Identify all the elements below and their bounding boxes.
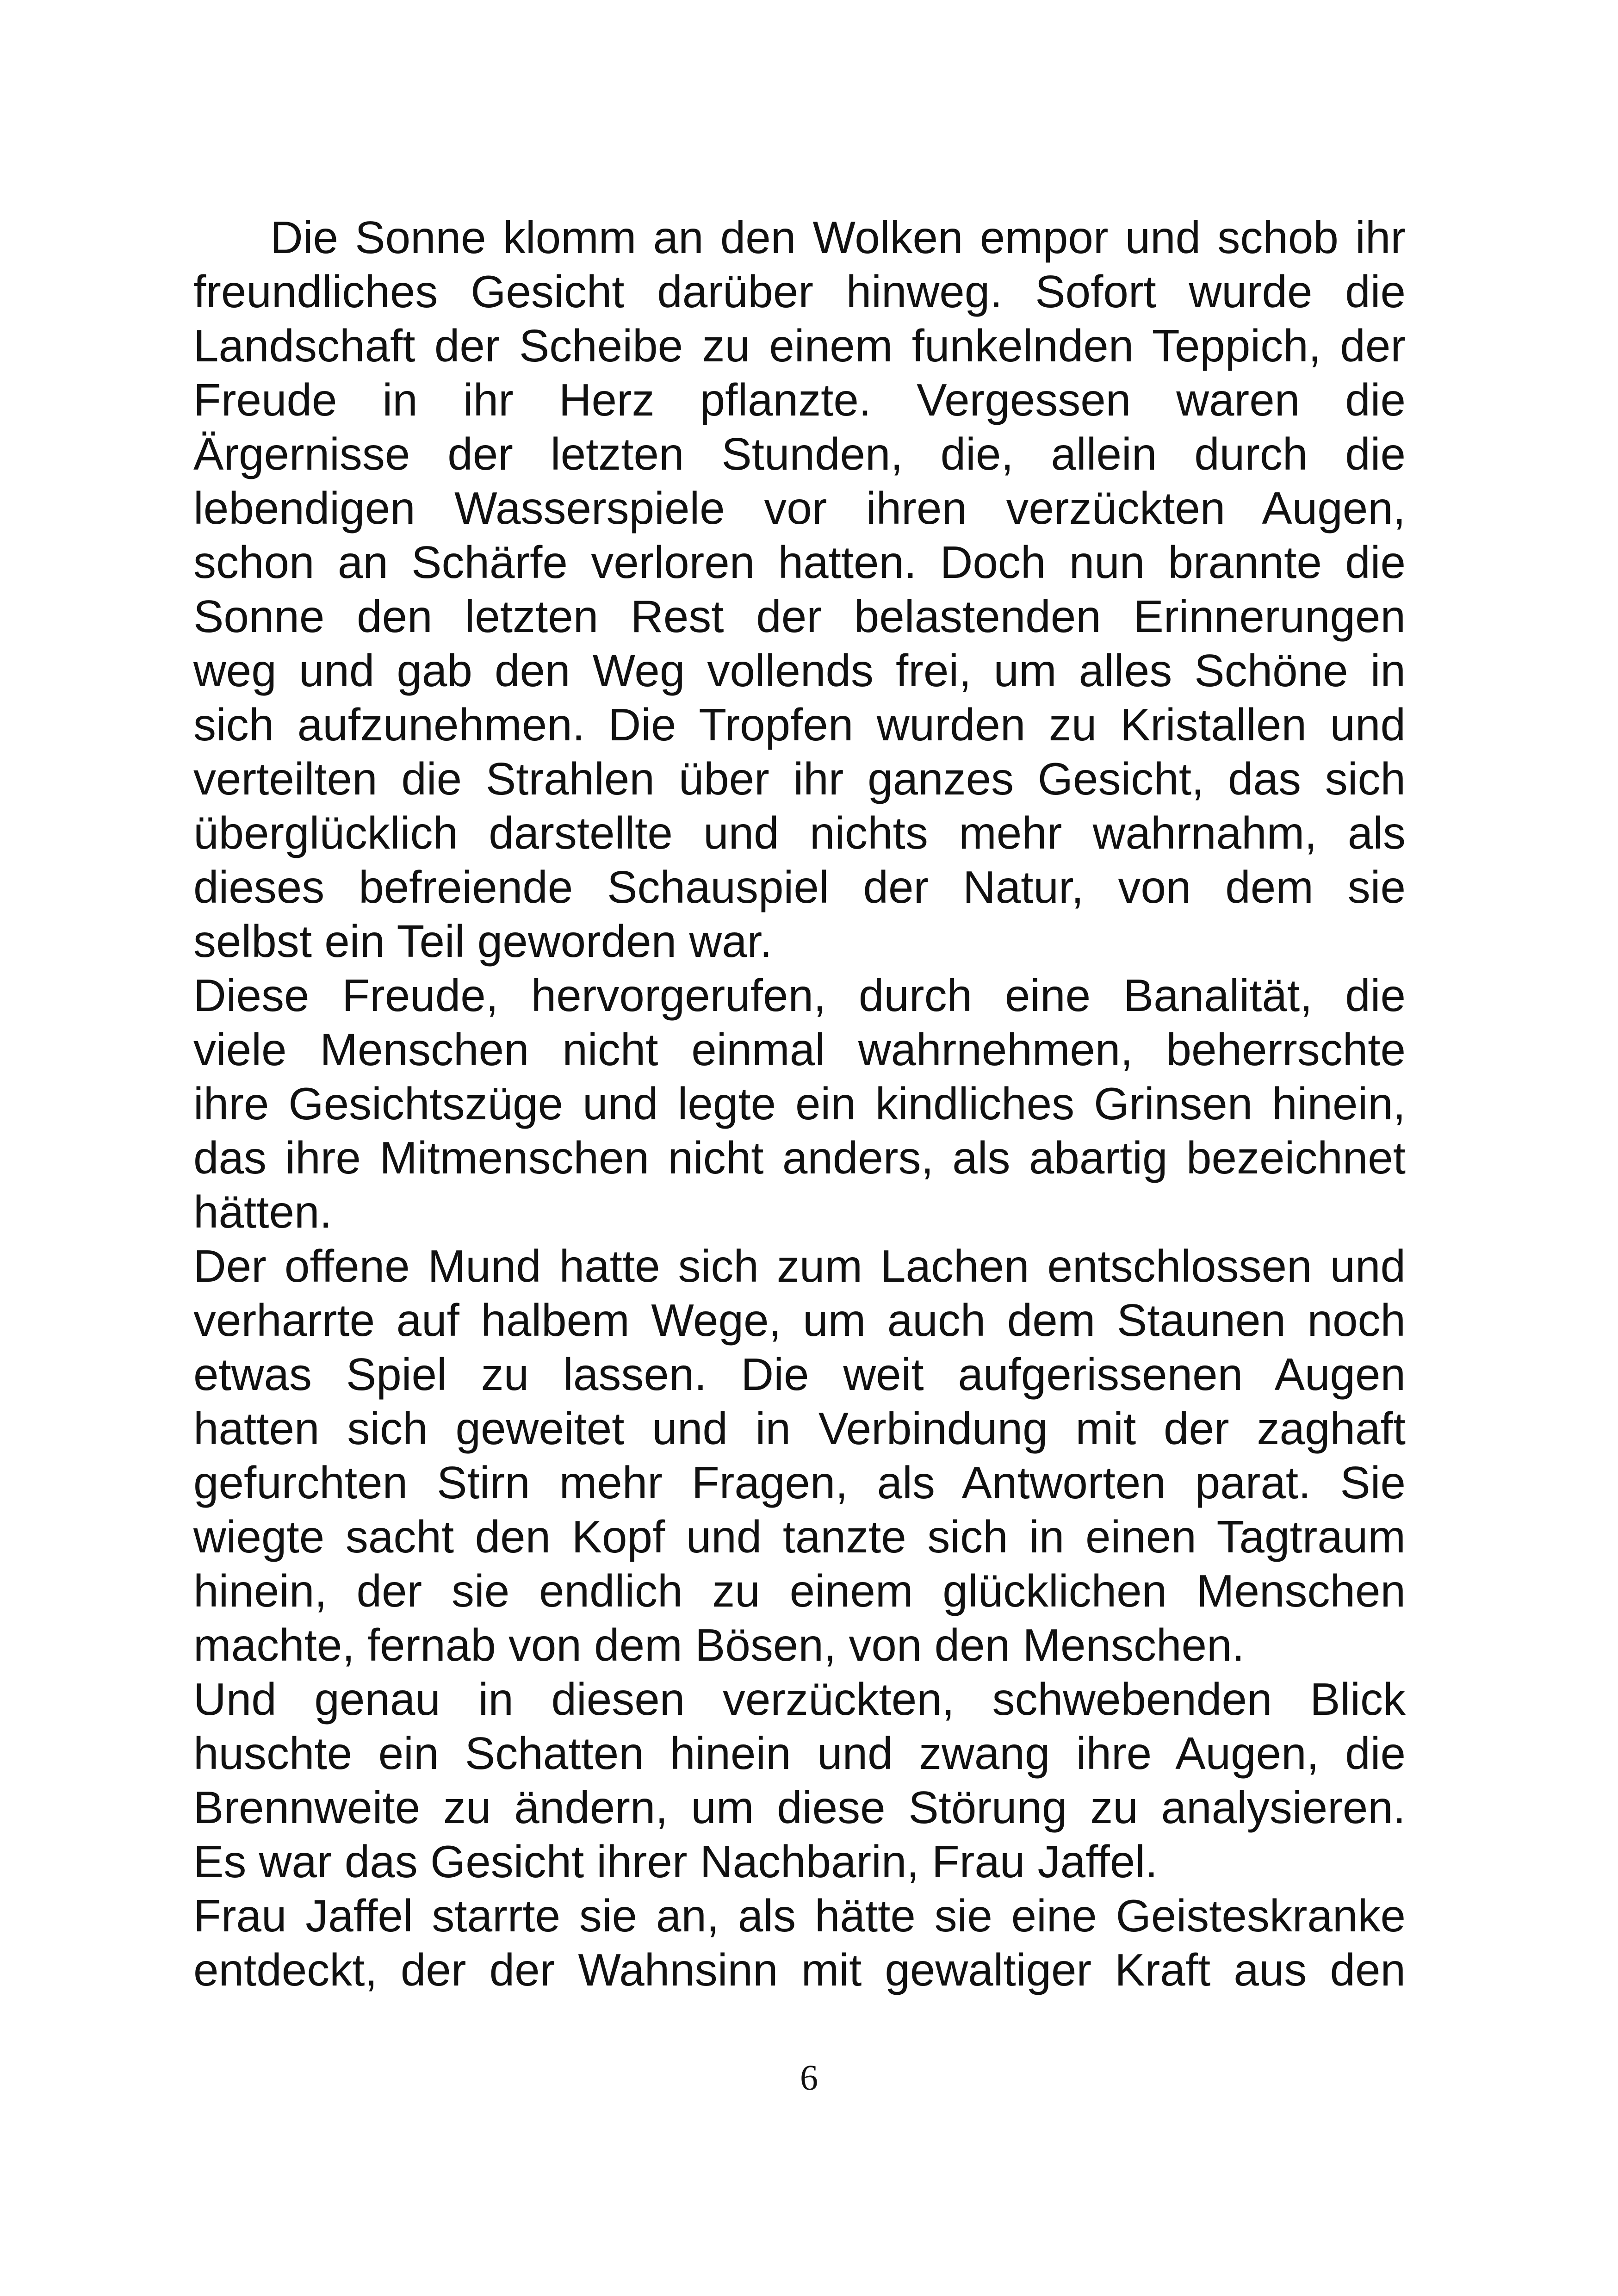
- text-line: überglücklich darstellte und nichts mehr wahrnahm, als: [193, 807, 1406, 858]
- paragraph: [193, 211, 1406, 968]
- text-line: das ihre Mitmenschen nicht anders, als abartig bezeichnet: [193, 1132, 1406, 1183]
- text-line: selbst ein Teil geworden war.: [193, 916, 773, 967]
- paragraph: [193, 1239, 1406, 1672]
- text-line: wiegte sacht den Kopf und tanzte sich in einen Tagtraum: [193, 1511, 1406, 1562]
- text-line: schon an Schärfe verloren hatten. Doch nun brannte die: [193, 537, 1406, 588]
- text-line: verharrte auf halbem Wege, um auch dem Staunen noch: [193, 1295, 1406, 1346]
- body-text: [193, 211, 1406, 1997]
- text-line: freundliches Gesicht darüber hinweg. Sofort wurde die: [193, 266, 1406, 317]
- text-line: Die Sonne klomm an den Wolken empor und schob ihr: [270, 212, 1406, 263]
- text-line: hatten sich geweitet und in Verbindung mit der zaghaft: [193, 1403, 1406, 1454]
- paragraph: [193, 1889, 1406, 1997]
- paragraph: [193, 1672, 1406, 1889]
- text-line: dieses befreiende Schauspiel der Natur, von dem sie: [193, 862, 1406, 912]
- text-line: entdeckt, der der Wahnsinn mit gewaltiger Kraft aus den: [193, 1944, 1406, 1995]
- text-line: Und genau in diesen verzückten, schwebenden Blick: [193, 1674, 1406, 1725]
- text-line: hinein, der sie endlich zu einem glücklichen Menschen: [193, 1565, 1406, 1616]
- text-line: Sonne den letzten Rest der belastenden Erinnerungen: [193, 591, 1406, 642]
- text-line: weg und gab den Weg vollends frei, um alles Schöne in: [193, 645, 1406, 696]
- text-line: Brennweite zu ändern, um diese Störung zu analysieren.: [193, 1782, 1406, 1833]
- text-line: etwas Spiel zu lassen. Die weit aufgerissenen Augen: [193, 1349, 1406, 1400]
- text-line: sich aufzunehmen. Die Tropfen wurden zu Kristallen und: [193, 699, 1406, 750]
- text-line: gefurchten Stirn mehr Fragen, als Antworten parat. Sie: [193, 1457, 1406, 1508]
- text-line: Es war das Gesicht ihrer Nachbarin, Frau Jaffel.: [193, 1836, 1158, 1887]
- page-number: 6: [800, 2057, 818, 2097]
- paragraph: [193, 968, 1406, 1239]
- text-line: Der offene Mund hatte sich zum Lachen entschlossen und: [193, 1241, 1406, 1291]
- text-line: Landschaft der Scheibe zu einem funkelnden Teppich, der: [193, 320, 1406, 371]
- text-line: Frau Jaffel starrte sie an, als hätte sie eine Geisteskranke: [193, 1890, 1406, 1941]
- text-line: huschte ein Schatten hinein und zwang ihre Augen, die: [193, 1728, 1406, 1779]
- text-line: Diese Freude, hervorgerufen, durch eine Banalität, die: [193, 970, 1406, 1021]
- text-line: lebendigen Wasserspiele vor ihren verzückten Augen,: [193, 483, 1406, 534]
- text-line: viele Menschen nicht einmal wahrnehmen, beherrschte: [193, 1024, 1406, 1075]
- text-line: verteilten die Strahlen über ihr ganzes Gesicht, das sich: [193, 753, 1406, 804]
- text-line: ihre Gesichtszüge und legte ein kindliches Grinsen hinein,: [193, 1078, 1406, 1129]
- text-line: Freude in ihr Herz pflanzte. Vergessen waren die: [193, 374, 1406, 425]
- text-line: Ärgernisse der letzten Stunden, die, allein durch die: [193, 428, 1406, 479]
- text-line: machte, fernab von dem Bösen, von den Menschen.: [193, 1620, 1245, 1670]
- text-line: hätten.: [193, 1186, 332, 1237]
